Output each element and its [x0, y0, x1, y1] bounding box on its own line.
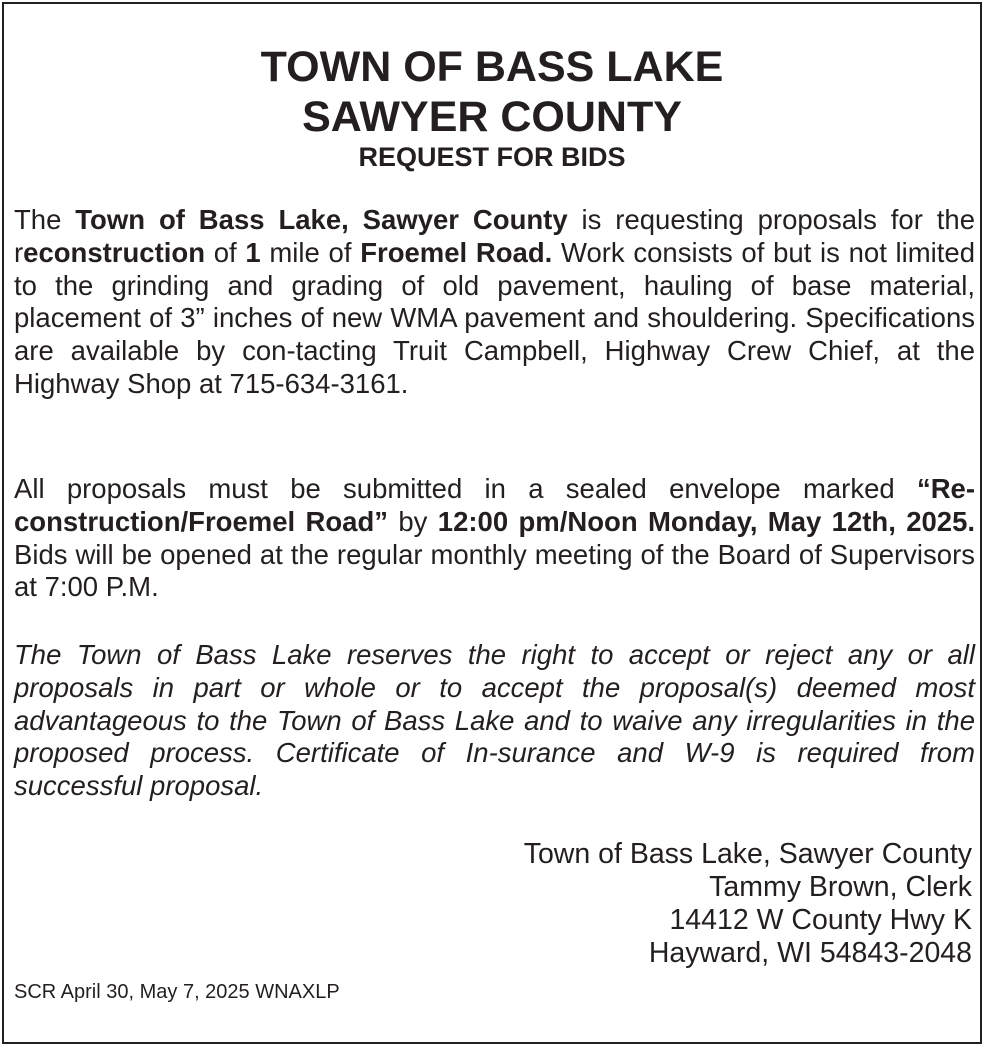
text-segment: by	[388, 505, 438, 537]
text-segment: The	[14, 204, 76, 235]
title-request: REQUEST FOR BIDS	[358, 142, 626, 172]
bold-segment: 1	[245, 236, 261, 268]
bold-segment: 12:00 pm/Noon Monday, May 12th, 2025.	[437, 505, 976, 537]
signature-block	[524, 838, 972, 970]
bold-segment: econstruction	[23, 236, 205, 268]
title-county: SAWYER COUNTY	[302, 93, 682, 141]
paragraph-reservation-of-rights: The Town of Bass Lake reserves the right to accept or reject any or all proposals in part or whole or to accept the proposal(s) deemed most advantageous to the Town of Bass Lake and to waive any irregularities in the proposed process. Certificate of In-surance and W-9 is required from successful proposal.	[14, 639, 975, 802]
text-segment: All proposals must be submitted in a sealed envelope marked	[14, 473, 917, 504]
text-segment: mile of	[260, 236, 361, 268]
bold-segment: Town of Bass Lake, Sawyer County	[75, 204, 568, 235]
text-segment: is requesting proposals for the r	[14, 204, 975, 268]
bold-segment: Froemel Road.	[360, 236, 553, 268]
publication-footer: SCR April 30, May 7, 2025 WNAXLP	[14, 981, 340, 1003]
paragraph-submission-deadline	[14, 473, 975, 604]
text-segment: of	[205, 236, 246, 268]
signature-street: 14412 W County Hwy K	[669, 904, 972, 936]
title-town: TOWN OF BASS LAKE	[260, 43, 724, 91]
signature-clerk: Tammy Brown, Clerk	[709, 871, 972, 903]
text-segment: Work consists of but is not limited to the grinding and grading of old pavement, hauling of base material, placement of 3” inches of new WMA pavement and shouldering. Specifications are available by con-tacting Truit Campbell, Highway Crew Chief, at the Highway Shop at 715-634-3161.	[14, 236, 976, 399]
signature-city: Hayward, WI 54843-2048	[648, 937, 972, 969]
legal-notice	[2, 2, 982, 1044]
text-segment: Bids will be opened at the regular monthly meeting of the Board of Supervisors at 7:00 P.M.	[14, 538, 975, 603]
signature-org: Town of Bass Lake, Sawyer County	[523, 838, 972, 870]
paragraph-proposal-description	[14, 204, 975, 401]
bold-segment: “Re-construction/Froemel Road”	[14, 473, 975, 537]
